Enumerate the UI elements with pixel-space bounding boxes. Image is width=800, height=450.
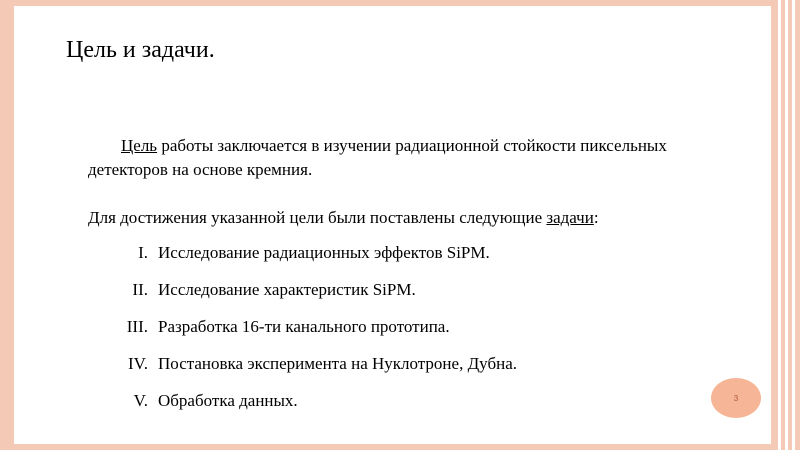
list-item <box>88 389 517 426</box>
list-item-number: V. <box>133 391 148 410</box>
tasks-intro-suffix: : <box>593 208 599 227</box>
list-item <box>88 278 517 315</box>
list-item-text: Исследование характеристик SiPM. <box>158 280 416 299</box>
list-item-text: Обработка данных. <box>158 391 298 410</box>
list-item <box>88 241 517 278</box>
goal-label: Цель <box>121 136 158 155</box>
list-item-number: III. <box>126 317 148 336</box>
list-item <box>88 352 517 389</box>
list-item-text: Разработка 16-ти канального прототипа. <box>158 317 450 336</box>
goal-paragraph <box>88 134 708 182</box>
page-number-badge <box>711 378 761 418</box>
list-item-number: IV. <box>128 354 148 373</box>
list-item-number: II. <box>132 280 148 299</box>
tasks-intro <box>88 206 599 230</box>
page-number: 3 <box>733 393 739 403</box>
list-item <box>88 315 517 352</box>
tasks-list <box>88 241 517 426</box>
list-item-text: Исследование радиационных эффектов SiPM. <box>158 243 490 262</box>
frame-left-border <box>0 0 14 450</box>
tasks-intro-prefix: Для достижения указанной цели были поставлены следующие <box>88 208 547 227</box>
frame-bottom-border <box>0 444 800 450</box>
slide-title: Цель и задачи. <box>66 37 215 63</box>
frame-right-border <box>771 0 800 450</box>
tasks-intro-keyword: задачи <box>546 208 594 227</box>
list-item-number: I. <box>138 243 148 262</box>
goal-text: работы заключается в изучении радиационной стойкости пиксельных детекторов на основе кремния. <box>88 136 667 179</box>
list-item-text: Постановка эксперимента на Нуклотроне, Дубна. <box>158 354 517 373</box>
